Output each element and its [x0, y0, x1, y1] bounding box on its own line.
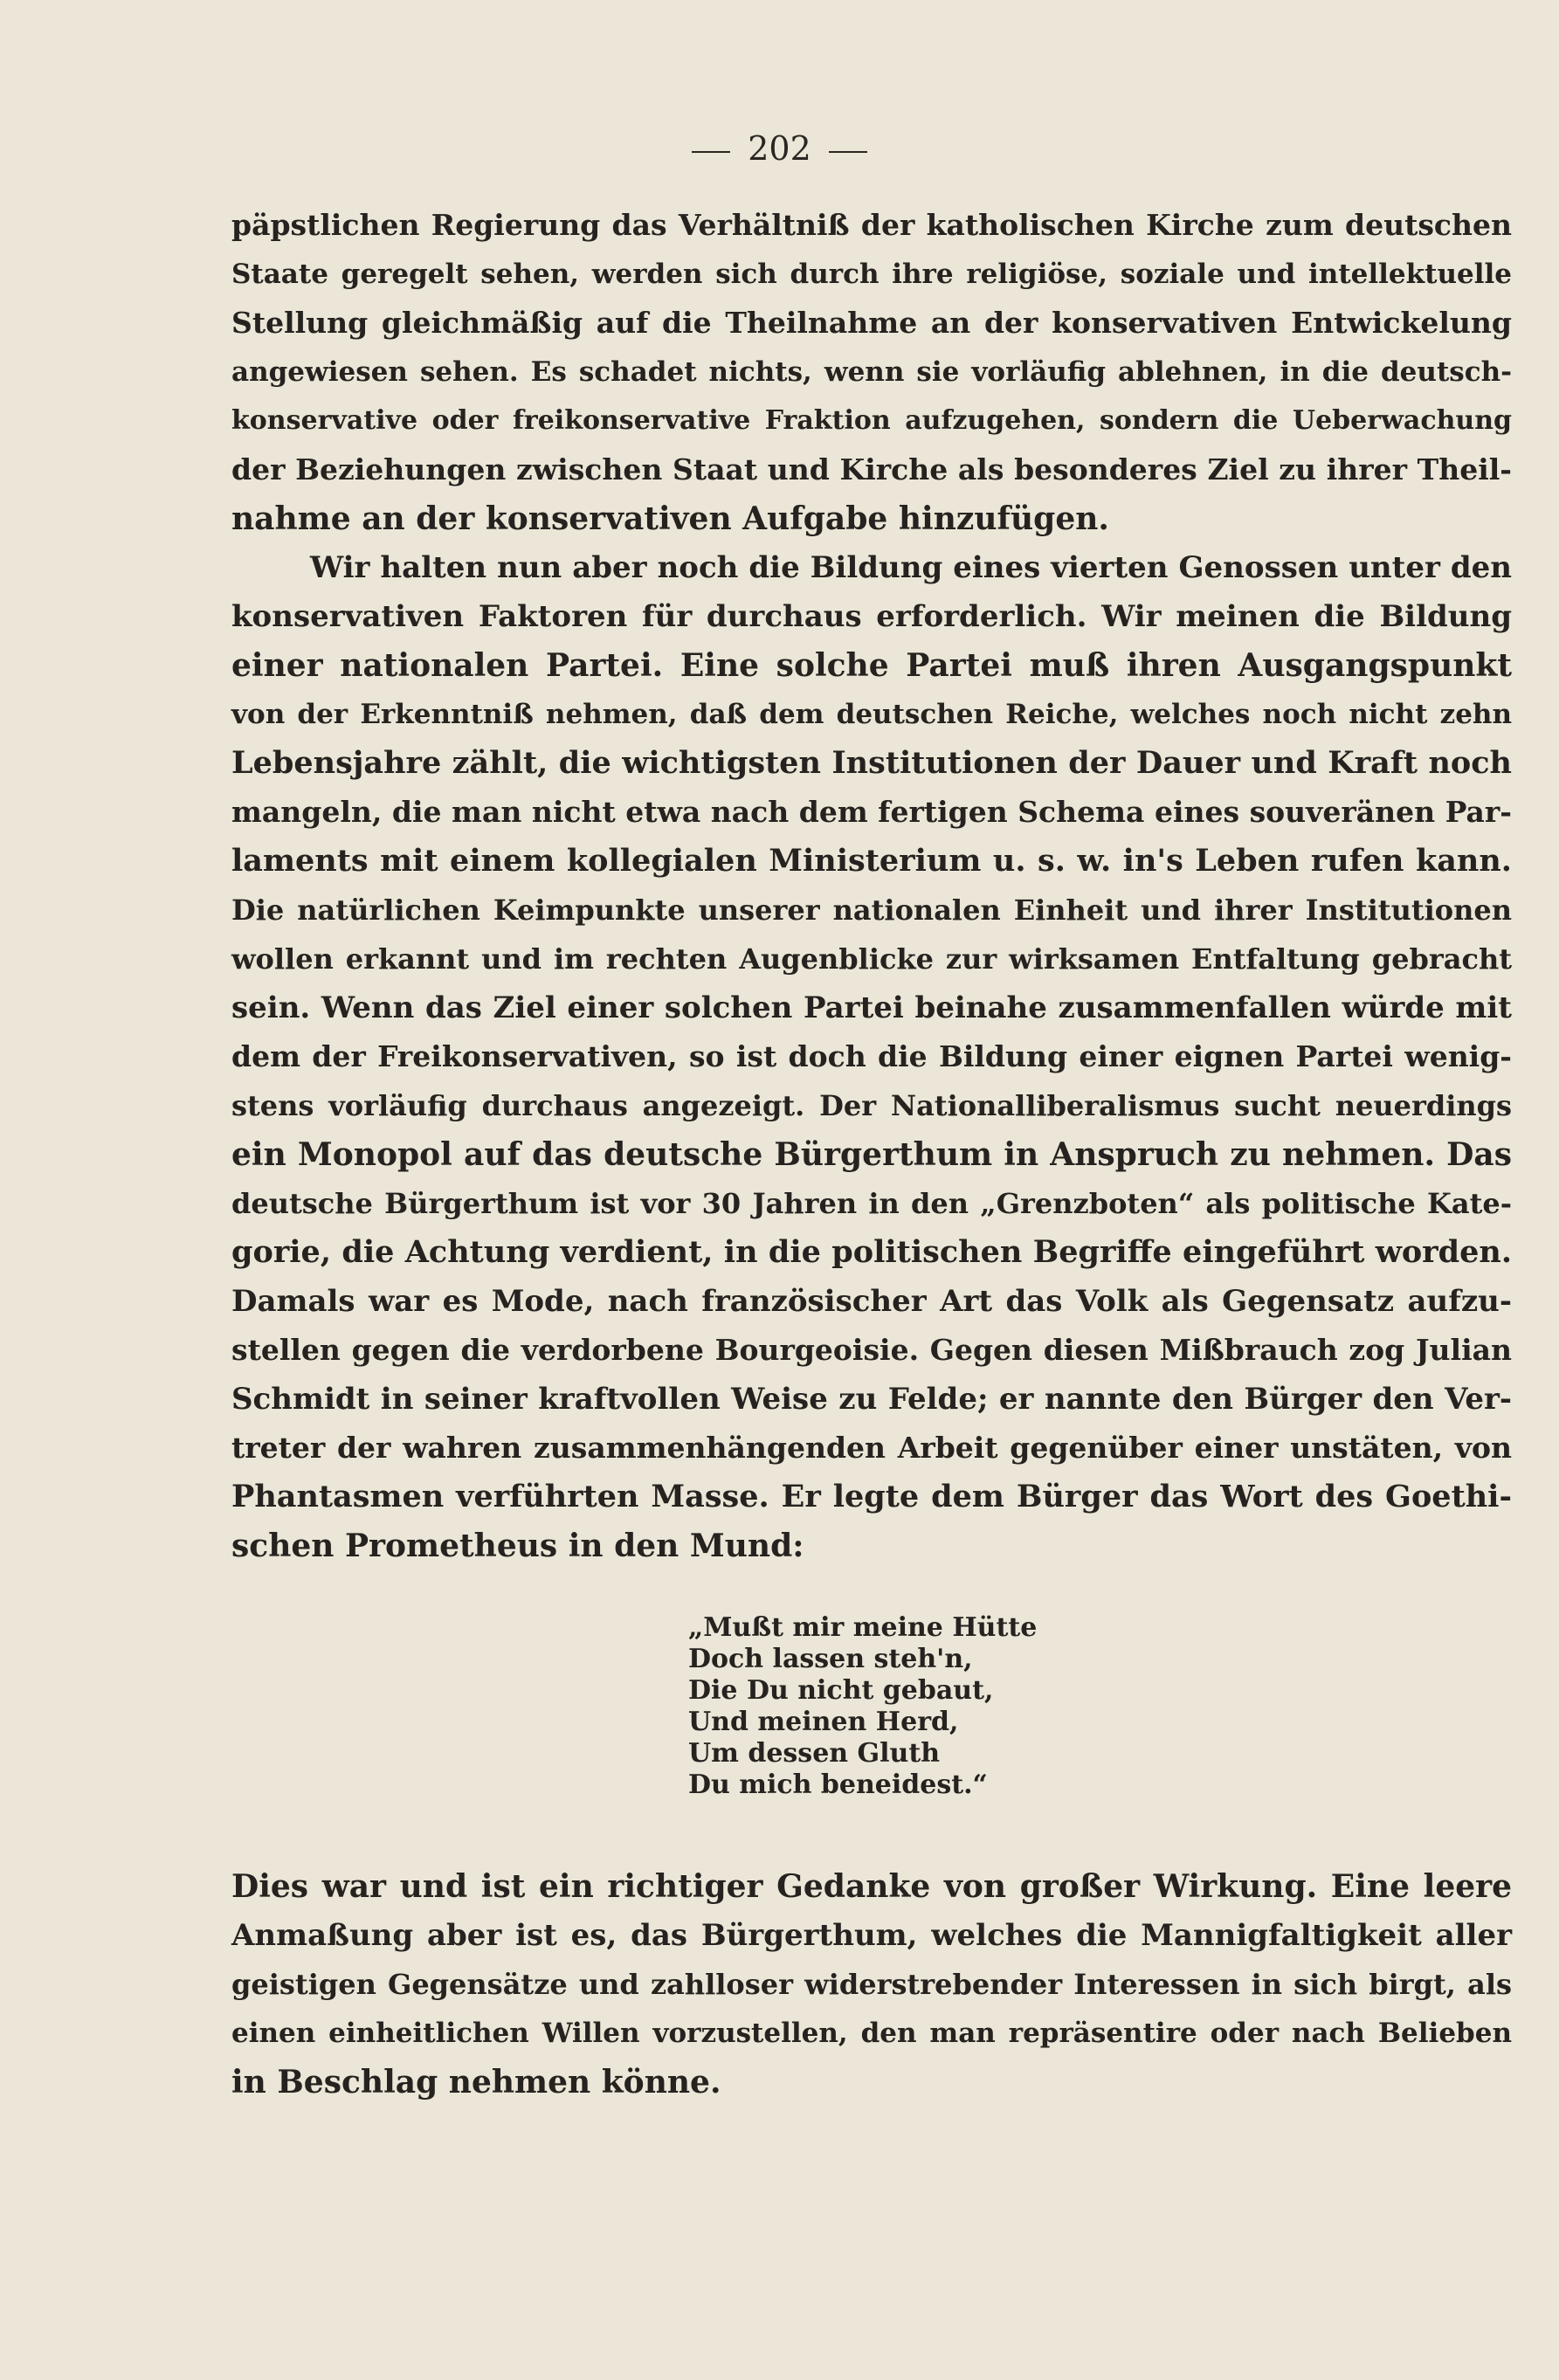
- poem-line: Um dessen Gluth: [688, 1738, 941, 1769]
- text-line: in Beschlag nehmen könne.: [231, 2064, 721, 2101]
- main-text: [231, 201, 1512, 1570]
- text-line: wollen erkannt und im rechten Augenblicke zur wirksamen Entfaltung gebracht: [231, 942, 1512, 976]
- text-line: Dies war und ist ein richtiger Gedanke von großer Wirkung. Eine leere: [231, 1868, 1512, 1905]
- poem-line: Du mich beneidest.“: [688, 1769, 988, 1800]
- text-line: schen Prometheus in den Mund:: [231, 1528, 804, 1564]
- text-line: sein. Wenn das Ziel einer solchen Partei beinahe zusammenfallen würde mit: [231, 990, 1512, 1025]
- poem-line: „Mußt mir meine Hütte: [688, 1612, 1038, 1643]
- poem-line: Die Du nicht gebaut,: [688, 1675, 994, 1706]
- page-number: [0, 129, 1559, 168]
- text-line: laments mit einem kollegialen Ministerium u. s. w. in's Leben rufen kann.: [231, 843, 1512, 879]
- text-line: angewiesen sehen. Es schadet nichts, wenn sie vorläufig ablehnen, in die deutsch-: [231, 356, 1512, 388]
- text-line: konservative oder freikonservative Fraktion aufzugehen, sondern die Ueberwachung: [231, 405, 1512, 436]
- poem-quote: [688, 1612, 1037, 1801]
- poem-line: Doch lassen steh'n,: [688, 1644, 973, 1674]
- text-line: Damals war es Mode, nach französischer Art das Volk als Gegensatz aufzu-: [231, 1284, 1512, 1319]
- text-line: Die natürlichen Keimpunkte unserer nationalen Einheit und ihrer Institutionen: [231, 893, 1512, 927]
- text-line: treter der wahren zusammenhängenden Arbeit gegenüber einer unstäten, von: [231, 1431, 1512, 1465]
- text-line: der Beziehungen zwischen Staat und Kirche als besonderes Ziel zu ihrer Theil-: [231, 452, 1512, 486]
- text-line: Staate geregelt sehen, werden sich durch ihre religiöse, soziale und intellektuelle: [231, 259, 1512, 290]
- text-line: dem der Freikonservativen, so ist doch die Bildung einer eignen Partei wenig-: [231, 1039, 1512, 1073]
- text-line: Phantasmen verführten Masse. Er legte dem Bürger das Wort des Goethi-: [231, 1479, 1512, 1514]
- text-line: einen einheitlichen Willen vorzustellen, den man repräsentire oder nach Belieben: [231, 2018, 1512, 2049]
- text-line: geistigen Gegensätze und zahlloser widerstrebender Interessen in sich birgt, als: [231, 1968, 1512, 2001]
- text-line: gorie, die Achtung verdient, in die politischen Begriffe eingeführt worden.: [231, 1234, 1512, 1270]
- text-line: stens vorläufig durchaus angezeigt. Der Nationalliberalismus sucht neuerdings: [231, 1089, 1512, 1122]
- text-line: Anmaßung aber ist es, das Bürgerthum, welches die Mannigfaltigkeit aller: [231, 1918, 1512, 1953]
- text-line: konservativen Faktoren für durchaus erforderlich. Wir meinen die Bildung: [231, 599, 1512, 634]
- text-line: Stellung gleichmäßig auf die Theilnahme an der konservativen Entwickelung: [231, 306, 1512, 340]
- closing-paragraph: [231, 1862, 1512, 2107]
- text-line: deutsche Bürgerthum ist vor 30 Jahren in den „Grenzboten“ als politische Kate-: [231, 1187, 1512, 1220]
- text-line: von der Erkenntniß nehmen, daß dem deutschen Reiche, welches noch nicht zehn: [231, 699, 1512, 730]
- text-line: Wir halten nun aber noch die Bildung eines vierten Genossen unter den: [310, 550, 1512, 585]
- text-line: stellen gegen die verdorbene Bourgeoisie. Gegen diesen Mißbrauch zog Julian: [231, 1333, 1512, 1367]
- poem-line: Und meinen Herd,: [688, 1707, 959, 1737]
- text-line: ein Monopol auf das deutsche Bürgerthum in Anspruch zu nehmen. Das: [231, 1136, 1512, 1173]
- dash-left: [692, 151, 730, 153]
- text-line: einer nationalen Partei. Eine solche Partei muß ihren Ausgangspunkt: [231, 647, 1512, 684]
- text-line: Lebensjahre zählt, die wichtigsten Institutionen der Dauer und Kraft noch: [231, 745, 1512, 781]
- text-line: mangeln, die man nicht etwa nach dem fertigen Schema eines souveränen Par-: [231, 795, 1512, 829]
- text-line: päpstlichen Regierung das Verhältniß der katholischen Kirche zum deutschen: [231, 208, 1512, 242]
- dash-right: [829, 151, 867, 153]
- page-number-text: 202: [748, 129, 811, 168]
- text-line: Schmidt in seiner kraftvollen Weise zu Felde; er nannte den Bürger den Ver-: [231, 1382, 1512, 1417]
- text-line: nahme an der konservativen Aufgabe hinzufügen.: [231, 500, 1109, 537]
